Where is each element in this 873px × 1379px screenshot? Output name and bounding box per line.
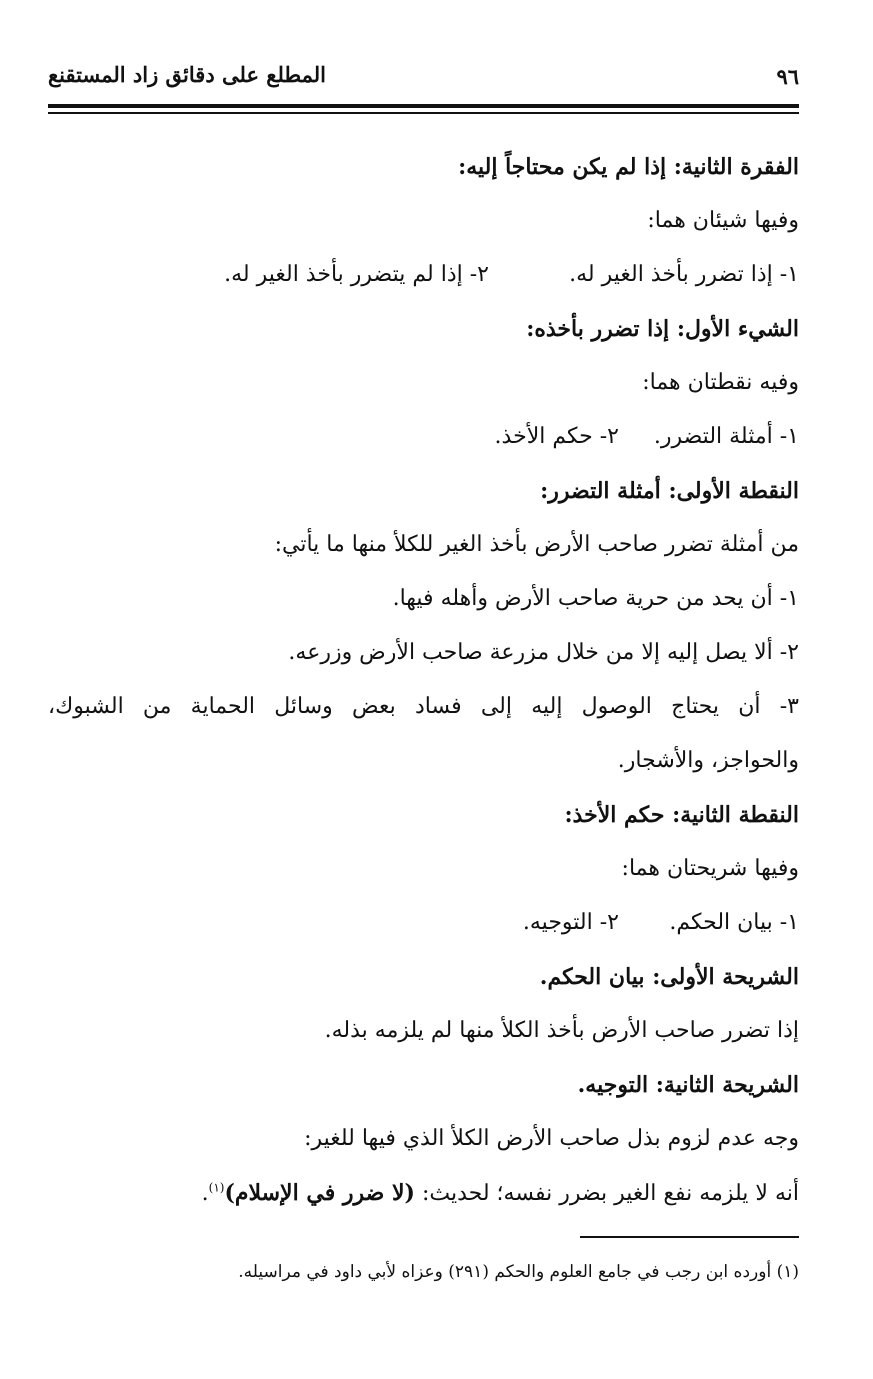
footnote-separator [580, 1236, 799, 1238]
body-text [48, 140, 799, 1220]
two-column-list [48, 248, 799, 302]
list-item-1: ١- أمثلة التضرر. [653, 424, 799, 449]
text-line: من أمثلة تضرر صاحب الأرض بأخذ الغير للكلأ منها ما يأتي: [274, 532, 799, 557]
text-line: إذا تضرر صاحب الأرض بأخذ الكلأ منها لم يلزمه بذله. [324, 1018, 799, 1043]
heading-slice-1: الشريحة الأولى: بيان الحكم. [539, 964, 799, 990]
footnote: (١) أورده ابن رجب في جامع العلوم والحكم (٢٩١) وعزاه لأبي داود في مراسيله. [238, 1262, 799, 1282]
list-item-2: ٢- إذا لم يتضرر بأخذ الغير له. [224, 262, 489, 287]
heading-point-2: النقطة الثانية: حكم الأخذ: [564, 802, 799, 828]
list-item-1: ١- بيان الحكم. [669, 910, 799, 935]
two-column-list [48, 410, 799, 464]
heading-point-1: النقطة الأولى: أمثلة التضرر: [540, 478, 799, 504]
header-rule-thick [48, 104, 799, 108]
text-line: وفيها شيئان هما: [647, 208, 799, 233]
heading-paragraph-2: الفقرة الثانية: إذا لم يكن محتاجاً إليه: [458, 154, 799, 180]
page-header [48, 62, 799, 106]
list-item-1: ١- إذا تضرر بأخذ الغير له. [569, 262, 799, 287]
list-item: ٢- ألا يصل إليه إلا من خلال مزرعة صاحب الأرض وزرعه. [288, 640, 799, 665]
text-line: والحواجز، والأشجار. [617, 748, 799, 773]
page-number: ٩٦ [776, 64, 799, 89]
text-line: وفيها شريحتان هما: [621, 856, 799, 881]
text-line-with-hadith [48, 1166, 799, 1220]
text-line: وفيه نقطتان هما: [642, 370, 799, 395]
list-item: ١- أن يحد من حرية صاحب الأرض وأهله فيها. [392, 586, 799, 611]
running-title: المطلع على دقائق زاد المستقنع [48, 62, 327, 87]
footnote-ref: (١) [208, 1180, 225, 1195]
text-span: أنه لا يلزمه نفع الغير بضرر نفسه؛ لحديث: [414, 1181, 799, 1206]
heading-first-thing: الشيء الأول: إذا تضرر بأخذه: [526, 316, 799, 342]
list-item-2: ٢- حكم الأخذ. [494, 424, 619, 449]
text-span: . [201, 1181, 209, 1206]
heading-slice-2: الشريحة الثانية: التوجيه. [577, 1072, 799, 1098]
hadith-quote: (لا ضرر في الإسلام) [224, 1180, 415, 1206]
text-line: وجه عدم لزوم بذل صاحب الأرض الكلأ الذي فيها للغير: [304, 1126, 799, 1151]
list-item: ٣- أن يحتاج الوصول إليه إلى فساد بعض وسائل الحماية من الشبوك، [48, 694, 799, 719]
list-item-2: ٢- التوجيه. [522, 910, 619, 935]
header-rule-thin [48, 112, 799, 114]
two-column-list [48, 896, 799, 950]
